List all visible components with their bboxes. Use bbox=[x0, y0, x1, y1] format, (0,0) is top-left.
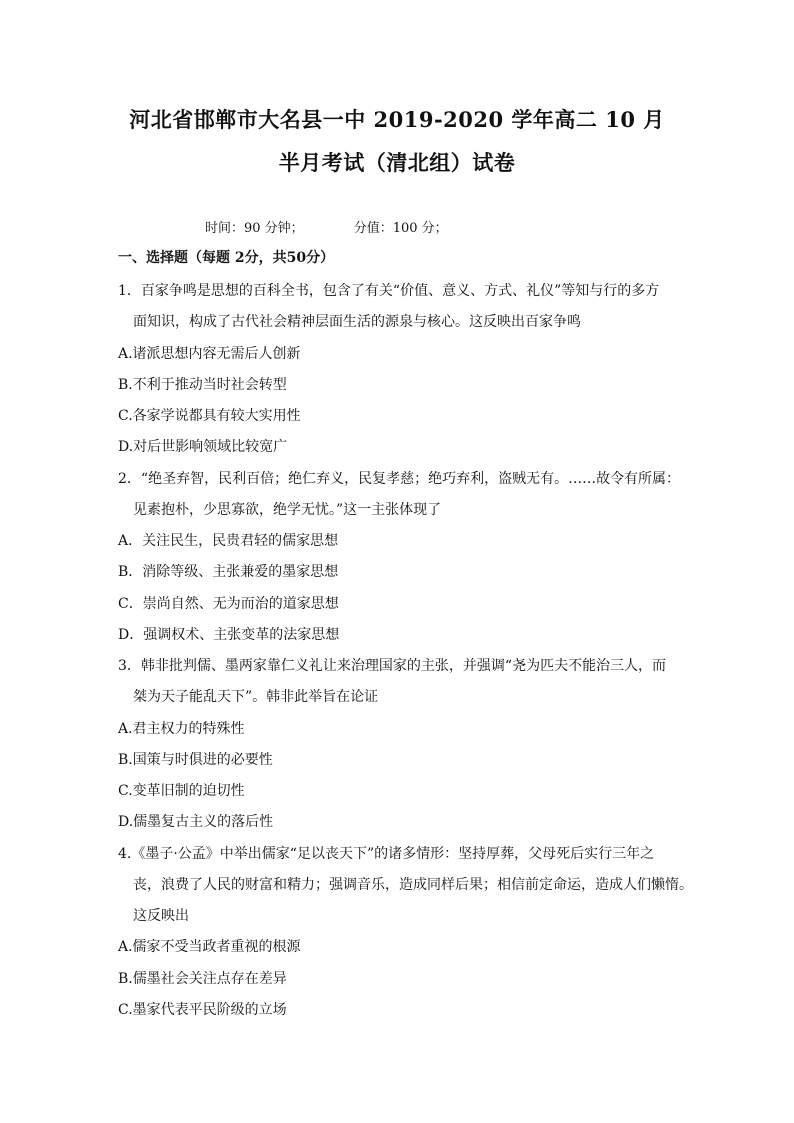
question-4-stem-line1: 4.《墨子·公孟》中举出儒家“足以丧天下”的诸多情形：坚持厚葬，父母死后实行三年之 bbox=[118, 846, 655, 862]
exam-title-line1: 河北省邯郸市大名县一中 2019-2020 学年高二 10 月 bbox=[129, 107, 665, 132]
exam-meta bbox=[205, 217, 448, 236]
score-label: 分值：100 分； bbox=[353, 221, 448, 236]
question-4-option-c: C.墨家代表平民阶级的立场 bbox=[118, 1002, 287, 1018]
question-2-option-b: B．消除等级、主张兼爱的墨家思想 bbox=[118, 564, 339, 580]
question-1-option-d: D.对后世影响领域比较宽广 bbox=[118, 439, 288, 455]
question-3-option-b: B.国策与时俱进的必要性 bbox=[118, 752, 273, 768]
time-label: 时间：90 分钟； bbox=[205, 221, 304, 236]
question-3-stem-line1: 3．韩非批判儒、墨两家靠仁义礼让来治理国家的主张，并强调“尧为匹夫不能治三人，而 bbox=[118, 658, 667, 674]
question-4-option-a: A.儒家不受当政者重视的根源 bbox=[118, 939, 301, 955]
question-3-option-d: D.儒墨复古主义的落后性 bbox=[118, 814, 274, 830]
question-3-option-c: C.变革旧制的迫切性 bbox=[118, 783, 245, 799]
question-3-stem-line2: 桀为天子能乱天下”。韩非此举旨在论证 bbox=[133, 689, 379, 705]
question-4-option-b: B.儒墨社会关注点存在差异 bbox=[118, 971, 287, 987]
question-3-option-a: A.君主权力的特殊性 bbox=[118, 721, 245, 737]
question-1-option-c: C.各家学说都具有较大实用性 bbox=[118, 408, 301, 424]
question-4-stem-line2: 丧，浪费了人民的财富和精力；强调音乐，造成同样后果；相信前定命运，造成人们懒惰。 bbox=[133, 877, 693, 893]
question-2-stem-line2: 见素抱朴，少思寡欲，绝学无忧。”这一主张体现了 bbox=[133, 502, 442, 518]
question-2-option-d: D．强调权术、主张变革的法家思想 bbox=[118, 627, 340, 643]
section-heading: 一、选择题（每题 2分，共50分） bbox=[118, 250, 335, 266]
question-1-option-b: B.不利于推动当时社会转型 bbox=[118, 377, 287, 393]
exam-title-line2: 半月考试（清北组）试卷 bbox=[278, 150, 516, 175]
question-4-stem-line3: 这反映出 bbox=[133, 908, 189, 924]
question-1-stem-line2: 面知识，构成了古代社会精神层面生活的源泉与核心。这反映出百家争鸣 bbox=[133, 314, 581, 330]
question-1-option-a: A.诸派思想内容无需后人创新 bbox=[118, 346, 301, 362]
question-2-stem-line1: 2．“绝圣弃智，民利百倍；绝仁弃义，民复孝慈；绝巧弃利，盗贼无有。……故令有所属： bbox=[118, 471, 681, 487]
question-1-stem-line1: 1．百家争鸣是思想的百科全书，包含了有关“价值、意义、方式、礼仪”等知与行的多方 bbox=[118, 283, 660, 299]
question-2-option-a: A．关注民生，民贵君轻的儒家思想 bbox=[118, 533, 339, 549]
question-2-option-c: C．崇尚自然、无为而治的道家思想 bbox=[118, 596, 339, 612]
